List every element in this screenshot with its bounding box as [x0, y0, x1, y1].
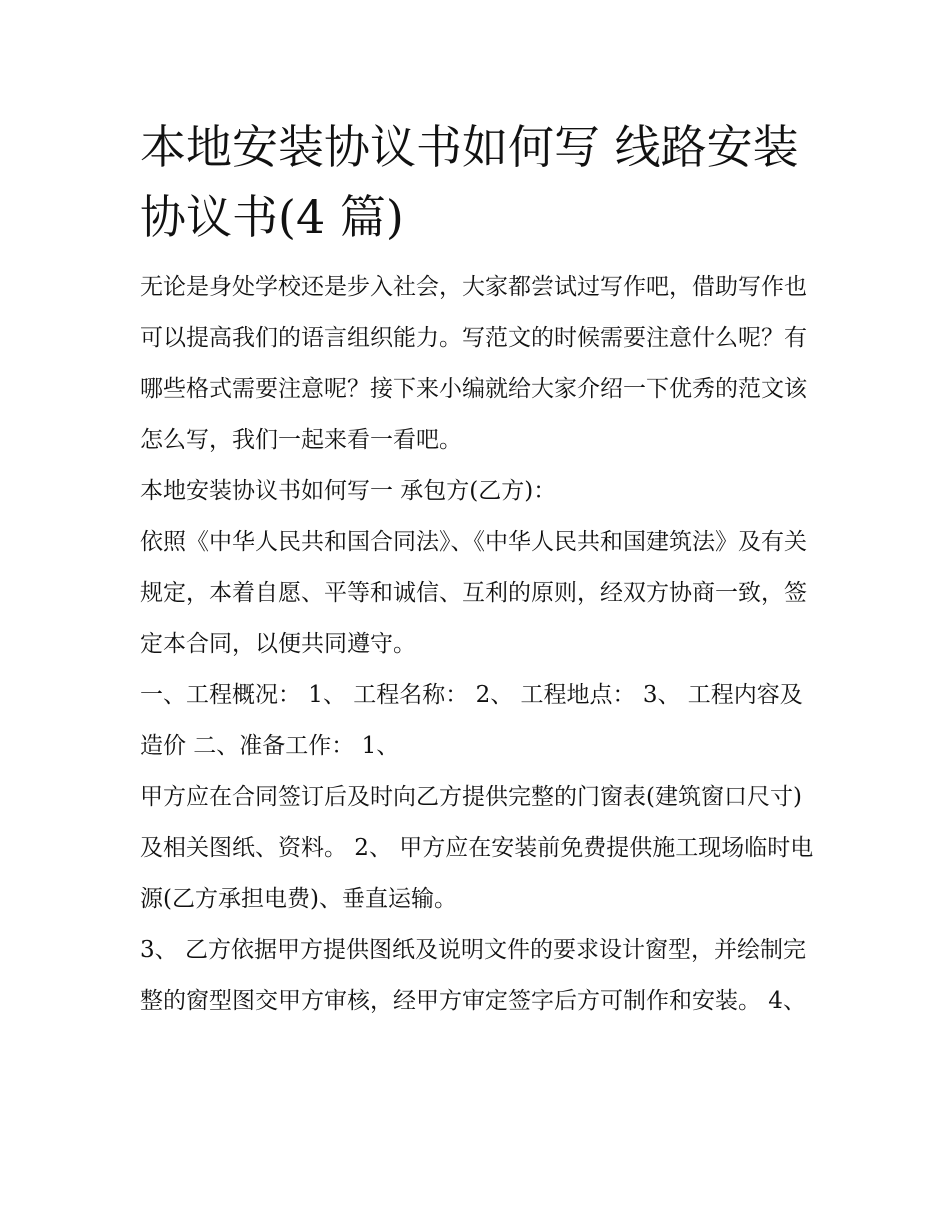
party-a-duties-paragraph: 甲方应在合同签订后及时向乙方提供完整的门窗表(建筑窗口尺寸)及相关图纸、资料。 2、 甲方应在安装前免费提供施工现场临时电源(乙方承担电费)、垂直运输。: [140, 784, 814, 912]
document-page: [140, 112, 820, 1027]
project-overview-paragraph: 一、工程概况： 1、 工程名称： 2、 工程地点： 3、 工程内容及造价 二、准备工作： 1、: [140, 682, 803, 759]
section-heading-paragraph: 本地安装协议书如何写一 承包方(乙方)：: [140, 478, 557, 504]
legal-basis-paragraph: 依照《中华人民共和国合同法》、《中华人民共和国建筑法》及有关规定，本着自愿、平等和诚信、互利的原则，经双方协商一致，签定本合同，以便共同遵守。: [140, 529, 807, 657]
party-b-duties-paragraph: 3、 乙方依据甲方提供图纸及说明文件的要求设计窗型，并绘制完整的窗型图交甲方审核，经甲方审定签字后方可制作和安装。 4、: [140, 937, 806, 1014]
intro-paragraph: 无论是身处学校还是步入社会，大家都尝试过写作吧，借助写作也可以提高我们的语言组织能力。写范文的时候需要注意什么呢？有哪些格式需要注意呢？接下来小编就给大家介绍一下优秀的范文该怎么写，我们一起来看一看吧。: [140, 274, 807, 453]
document-title: 本地安装协议书如何写 线路安装协议书(4 篇): [140, 120, 799, 244]
